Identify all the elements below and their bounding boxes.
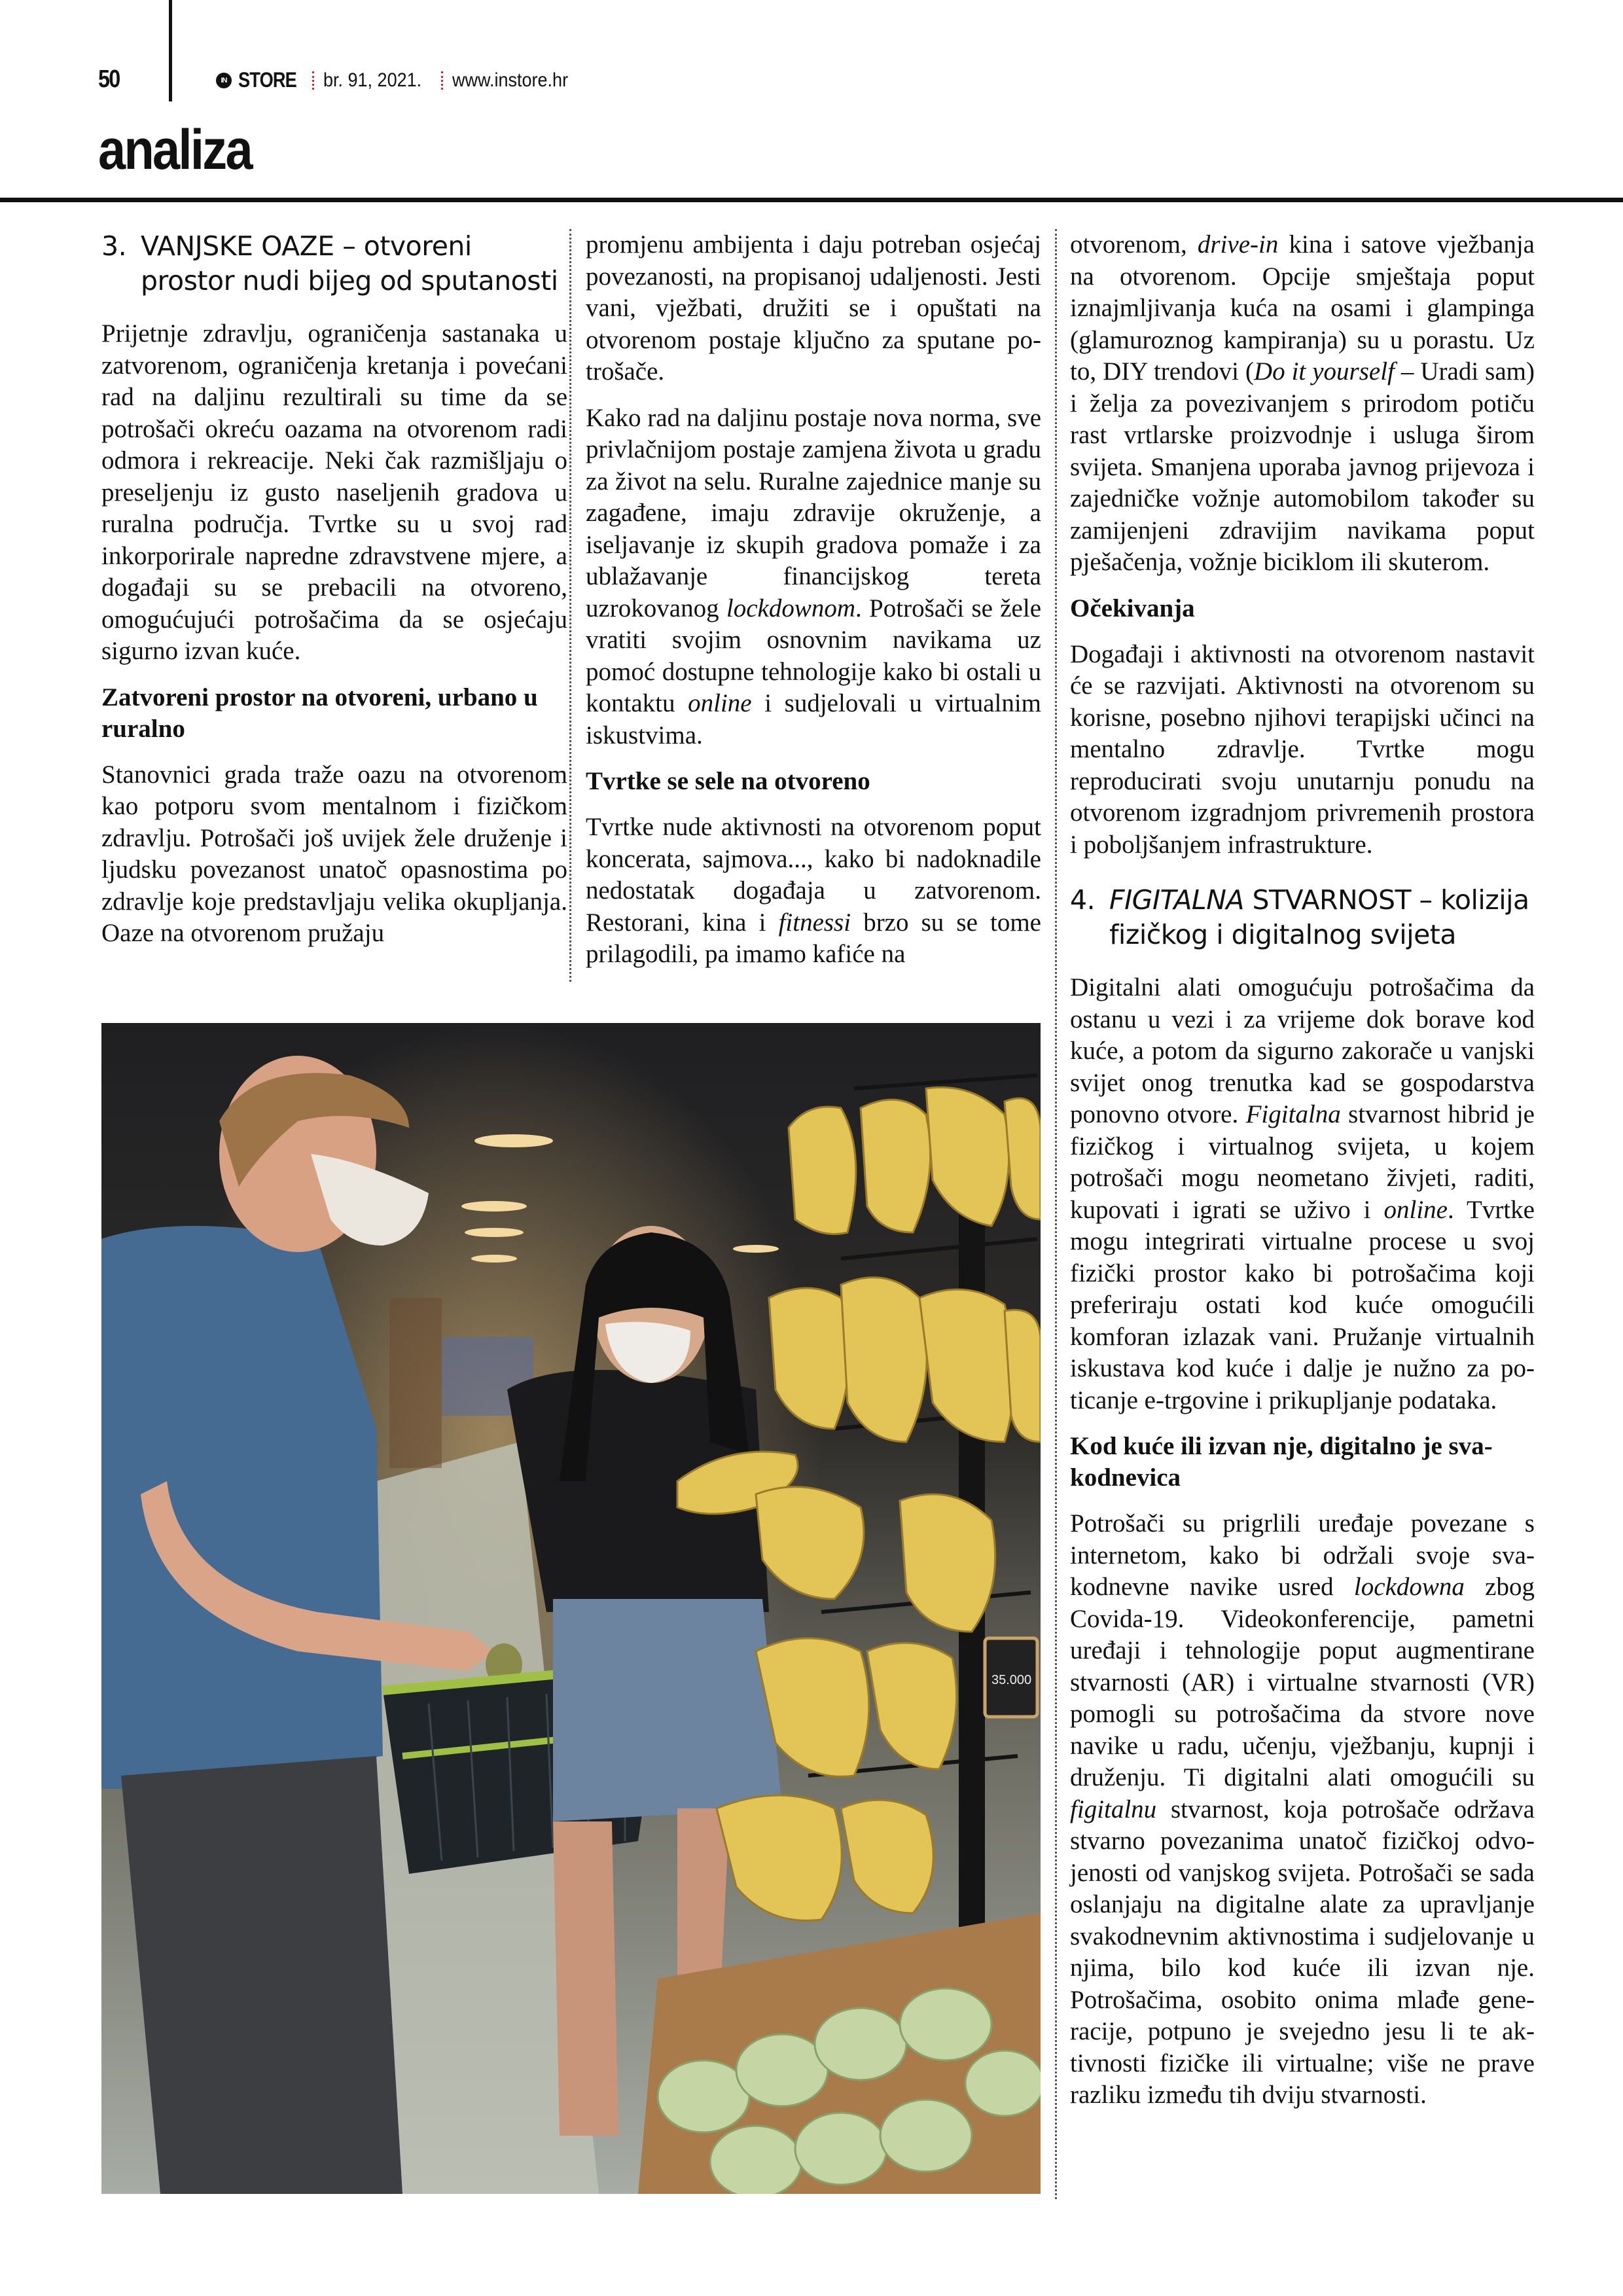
dotted-separator (441, 71, 443, 90)
column-divider (1055, 229, 1057, 2199)
paragraph: Događaji i aktivnosti na otvorenom nastavit će se razvijati. Aktivnosti na otvorenom su korisne, posebno njihovi terapijski učinci na mentalno zdravlje. Tvrtke mogu reproducirati svoju unutarnju ponudu na otvorenom izgradnjom privremenih prostora i poboljšanjem infrastrukture. (1070, 639, 1535, 859)
instore-logo-name: STORE (238, 68, 296, 92)
heading-number: 4. (1070, 884, 1096, 916)
text-run: STVARNOST – kolizija fizičkog i digitalnog svijeta (1109, 884, 1529, 950)
heading-text: VANJSKE OAZE – otvoreni prostor nudi bijeg od sputanosti (141, 230, 558, 296)
section-title: analiza (98, 118, 251, 181)
text-run: zbog Covida-19. Videokonferencije, pametni uređaji i tehnologije poput augmentirane stvarnosti (AR) i virtualne stvarnosti (VR) pomogli su potrošačima da stvore nove navike u radu, učenju, vježbanju, kupnji i druženju. Ti digitalni alati omogućili su (1070, 1573, 1535, 1791)
text-run: Digitalni alati omogućuju potrošačima da ostanu u vezi i za vrijeme dok borave kod kuće, a potom da sigurno zakorače u vanjski svijet onog trenutka kad se gospodarstva ponovno otvore. (1070, 973, 1535, 1128)
text-run: Potrošači su prigrlili uređaje povezane s internetom, kako bi održali svoje svakodnevne navike usred (1070, 1509, 1535, 1601)
article-column-1 (101, 229, 567, 964)
text-run: kina i satove vježbanja na otvorenom. Opcije smještaja poput iznajmljivanja kuća na osami i glampinga (glamuroznog kampiranja) su u porastu. Uz to, DIY trendovi ( (1070, 230, 1535, 386)
italic-term: lockdownom (726, 594, 856, 622)
italic-term: figitalnu (1070, 1795, 1157, 1823)
paragraph (1070, 1508, 1535, 2111)
italic-term: FIGITALNA (1109, 884, 1244, 916)
heading-number: 3. (101, 230, 127, 262)
price-sign-text: 35.000 (991, 1673, 1032, 1687)
text-run: . Potrošači se žele vratiti svojim osnovnim navikama uz pomoć dostupne tehnologije kako bi ostali u kontaktu (586, 594, 1041, 717)
italic-term: fitnessi (778, 908, 851, 937)
section-heading-4 (1070, 883, 1535, 952)
paragraph (1070, 972, 1535, 1416)
instore-logo-badge: IN (216, 73, 232, 88)
heading-text (1109, 883, 1535, 952)
text-run: i sudjelovali u virtualnim iskustvima. (586, 689, 1042, 749)
issue-number: br. 91, 2021. (323, 69, 421, 91)
section-heading-3 (101, 229, 567, 298)
supermarket-photo (101, 1023, 1041, 2194)
paragraph (586, 403, 1041, 752)
paragraph: Prijetnje zdravlju, ograničenja sastanaka u zatvorenom, ograničenja kretanja i povećani rad na daljinu rezultirali su time da se potrošači okreću oazama na otvorenom radi odmora i rekreacije. Neki čak razmišljaju o preseljenju iz gusto naseljenih gradova u ruralna područja. Tvrtke su u svoj rad inkorporirale napredne zdravstvene mjere, a događaji su se prebacili na otvoreno, omogućujući potrošačima da se osjećaju sigurno izvan kuće. (101, 319, 567, 665)
italic-term: online (688, 689, 752, 717)
text-run: Tvrtke nude aktivnosti na otvorenom poput koncerata, sajmova..., kako bi nadoknadile nedostatak događaja u zatvorenom. Restorani, kina i (586, 813, 1041, 937)
italic-term: Do it yourself (1253, 357, 1395, 386)
text-run: . Tvrtke mogu integrirati virtualne procese u svoj fizički prostor kako bi potrošačima koji preferiraju ostati kod kuće omogućili komforan izlazak vani. Pružanje virtualnih iskustava kod kuće i dalje je nužno za poticanje e-trgovine i prikupljanje podataka. (1070, 1195, 1535, 1414)
page-number: 50 (98, 65, 120, 93)
text-run: Kako rad na daljinu postaje nova norma, sve privlačnijom postaje zamjena života u gradu za život na selu. Ruralne zajednice manje su zagađene, imaju zdravije okruženje, a iseljavanje iz skupih gradova pomaže i za ublažavanje financijskog tereta uzrokovanog (586, 403, 1041, 622)
paragraph (1070, 229, 1535, 579)
article-column-3 (1070, 229, 1535, 2126)
italic-term: drive-in (1197, 230, 1279, 259)
italic-term: lockdowna (1353, 1573, 1465, 1601)
text-run: – Uradi sam) i želja za povezivanjem s prirodom potiču rast vrtlarske proizvodnje i usluga širom svijeta. Smanjena uporaba javnog prijevoza i zajedničke vožnje automobilom također su zamijenjeni zdravijim navikama poput pješačenja, vožnje biciklom ili skuterom. (1070, 357, 1535, 576)
article-column-2 (586, 229, 1041, 985)
paragraph (586, 812, 1041, 971)
column-divider (569, 229, 571, 982)
text-run: stvarnost hibrid je fizičkog i virtualnog svijeta, u kojem potrošači mogu neometano živjeti, raditi, kupovati i igrati se uživo i (1070, 1100, 1535, 1224)
masthead (216, 68, 581, 92)
text-run: otvorenom, (1070, 230, 1198, 259)
photo-illustration (101, 1023, 1041, 2194)
dotted-separator (312, 71, 314, 90)
italic-term: online (1383, 1195, 1448, 1224)
website-link[interactable]: www.instore.hr (452, 69, 569, 91)
paragraph: Stanovnici grada traže oazu na otvorenom kao potporu svom mentalnom i fizičkom zdravlju. Potrošači još uvijek žele druženje i ljudsku povezanost unatoč opasnostima po zdravlje koje predstavljaju velika okupljanja. Oaze na otvorenom pružaju (101, 760, 567, 947)
subheading: Kod kuće ili izvan nje, digitalno je svakodnevica (1070, 1432, 1493, 1492)
italic-term: Figitalna (1245, 1100, 1341, 1128)
header-vertical-rule (169, 0, 172, 101)
header-horizontal-rule (0, 198, 1623, 202)
paragraph: promjenu ambijenta i daju potreban osjećaj povezanosti, na propisanoj udaljenosti. Jesti vani, vježbati, družiti se i opuštati na otvorenom postaje ključno za sputane potrošače. (586, 230, 1041, 386)
text-run: brzo su se tome prilagodili, pa imamo kafiće na (586, 908, 1041, 968)
subheading: Tvrtke se sele na otvoreno (586, 767, 870, 795)
subheading: Očekivanja (1070, 594, 1195, 622)
text-run: stvarnost, koja potrošače održava stvarno povezanima unatoč fizičkoj odvojenosti od vanjskog svijeta. Potrošači se sada oslanjaju na digitalne alate za upravljanje svakodnevnim aktivnostima i sudjelovanje u njima, bilo kod kuće ili izvan nje. Potrošačima, osobito onima mlađe generacije, potpuno je svejedno jesu li te aktivnosti fizičke ili virtualne; više ne prave razliku između tih dviju stvarnosti. (1070, 1795, 1535, 2109)
subheading: Zatvoreni prostor na otvoreni, urbano u ruralno (101, 683, 538, 743)
